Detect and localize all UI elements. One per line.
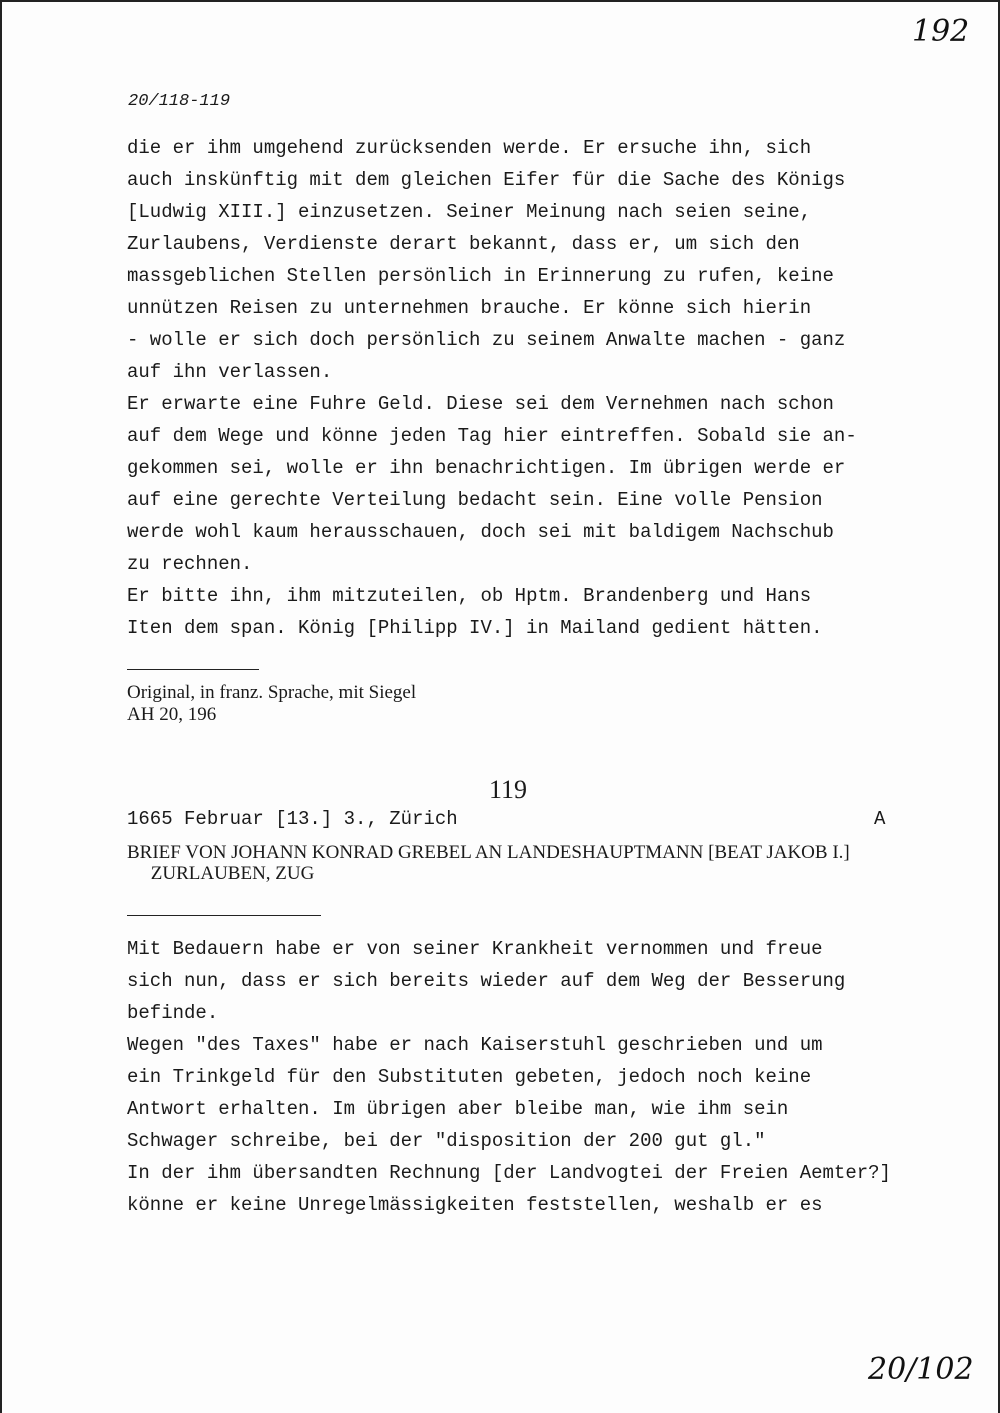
text-line: Er bitte ihn, ihm mitzuteilen, ob Hptm. Brandenberg und Hans [127,585,812,607]
text-line: die er ihm umgehend zurücksenden werde. Er ersuche ihn, sich [127,137,812,159]
text-line: auf ihn verlassen. [127,361,333,383]
category-letter: A [874,808,886,830]
handwritten-page-number: 192 [912,14,970,49]
source-note [127,682,907,726]
text-line: befinde. [127,1002,219,1024]
text-line: auf dem Wege und könne jeden Tag hier eintreffen. Sobald sie an- [127,425,857,447]
text-line: zu rechnen. [127,553,253,575]
text-line: sich nun, dass er sich bereits wieder auf dem Weg der Besserung [127,970,846,992]
entry-body [127,933,907,1221]
source-line: AH 20, 196 [127,704,217,725]
text-line: gekommen sei, wolle er ihn benachrichtigen. Im übrigen werde er [127,457,846,479]
source-line: Original, in franz. Sprache, mit Siegel [127,682,417,703]
title-line: ZURLAUBEN, ZUG [127,863,315,884]
text-line: Wegen "des Taxes" habe er nach Kaiserstuhl geschrieben und um [127,1034,823,1056]
document-title [127,842,927,884]
text-line: Mit Bedauern habe er von seiner Krankheit vernommen und freue [127,938,823,960]
title-divider [127,915,321,916]
text-line: Antwort erhalten. Im übrigen aber bleibe man, wie ihm sein [127,1098,789,1120]
continuation-text [127,132,907,644]
text-line: massgeblichen Stellen persönlich in Erinnerung zu rufen, keine [127,265,834,287]
text-line: Er erwarte eine Fuhre Geld. Diese sei dem Vernehmen nach schon [127,393,834,415]
text-line: Zurlaubens, Verdienste derart bekannt, dass er, um sich den [127,233,800,255]
text-line: Iten dem span. König [Philipp IV.] in Mailand gedient hätten. [127,617,823,639]
text-line: Schwager schreibe, bei der "disposition der 200 gut gl." [127,1130,766,1152]
title-line: BRIEF VON JOHANN KONRAD GREBEL AN LANDESHAUPTMANN [BEAT JAKOB I.] [127,842,850,863]
reference-number: 20/118-119 [128,92,231,111]
text-line: unnützen Reisen zu unternehmen brauche. Er könne sich hierin [127,297,812,319]
text-line: In der ihm übersandten Rechnung [der Landvogtei der Freien Aemter?] [127,1162,891,1184]
text-line: auf eine gerechte Verteilung bedacht sein. Eine volle Pension [127,489,823,511]
text-line: auch inskünftig mit dem gleichen Eifer für die Sache des Königs [127,169,846,191]
text-line: könne er keine Unregelmässigkeiten feststellen, weshalb er es [127,1194,823,1216]
text-line: werde wohl kaum herausschauen, doch sei mit baldigem Nachschub [127,521,834,543]
text-line: [Ludwig XIII.] einzusetzen. Seiner Meinung nach seien seine, [127,201,812,223]
handwritten-archive-mark: 20/102 [868,1352,974,1387]
text-line: ein Trinkgeld für den Substituten gebeten, jedoch noch keine [127,1066,812,1088]
date-place: 1665 Februar [13.] 3., Zürich [127,808,458,830]
text-line: - wolle er sich doch persönlich zu seinem Anwalte machen - ganz [127,329,846,351]
source-divider [127,669,259,670]
document-number: 119 [489,775,528,804]
